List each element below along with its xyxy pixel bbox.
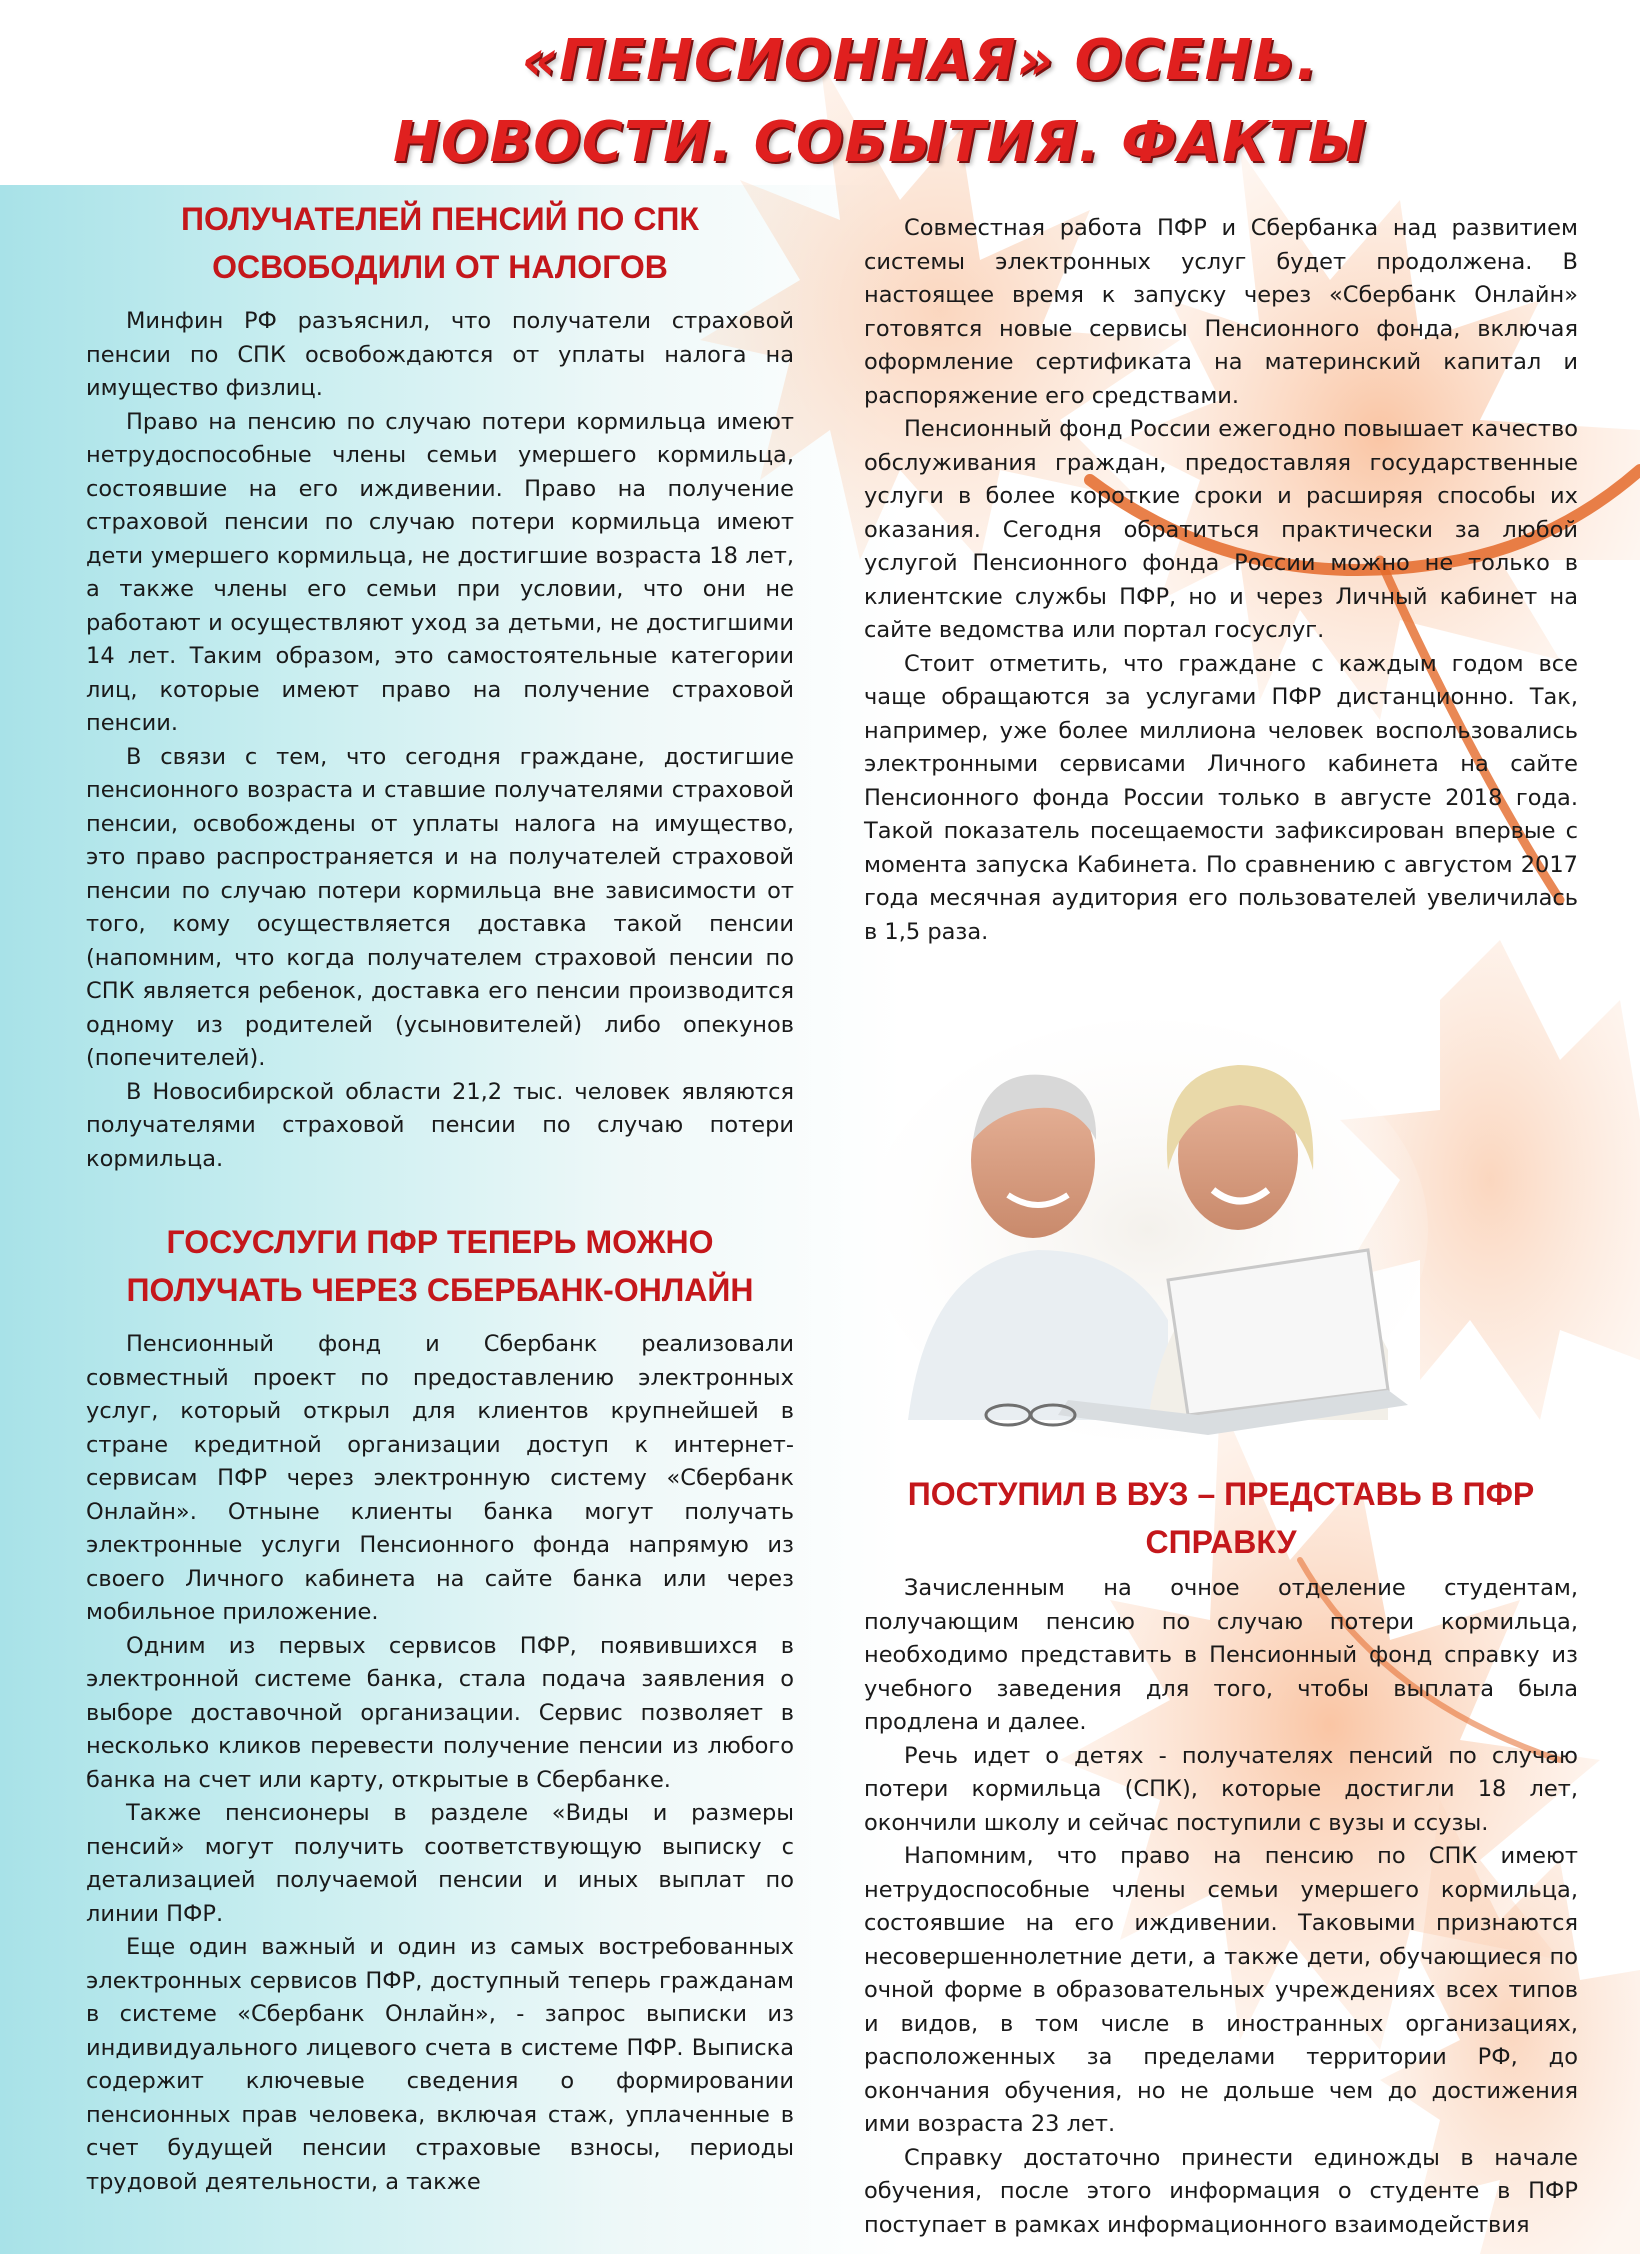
article-title [86, 1218, 794, 1314]
paragraph: В Новосибирской области 21,2 тыс. человек являются получателями страховой пенсии по случаю потери кормильца. [86, 1078, 794, 1172]
paragraph: Напомним, что право на пенсию по СПК имеют нетрудоспособные члены семьи умершего кормильца, состоявшие на его иждивении. Таковыми признаются несовершеннолетние дети, а также дети, обучающиеся по очной форме в образовательных учреждениях всех типов и видов, в том числе в иностранных организациях, расположенных за пределами территории РФ, до окончания обучения, но не дольше чем до достижения ими возраста 23 лет. [864, 1843, 1578, 2137]
paragraph: Минфин РФ разъяснил, что получатели страховой пенсии по СПК освобождаются от уплаты налога на имущество физлиц. [86, 308, 794, 401]
article-title [86, 195, 794, 291]
paragraph: Речь идет о детях - получателях пенсий по случаю потери кормильца (СПК), которые достигли 18 лет, окончили школу и сейчас поступили с вузы и ссузы. [864, 1742, 1578, 1836]
paragraph: Также пенсионеры в разделе «Виды и размеры пенсий» могут получить соответствующую выписку с детализацией получаемой пенсии и иных выплат по линии ПФР. [86, 1800, 794, 1927]
paragraph: Стоит отметить, что граждане с каждым годом все чаще обращаются за услугами ПФР дистанционно. Так, например, уже более миллиона человек воспользовались электронными сервисами Личного кабинета на сайте Пенсионного фонда России только в августе 2018 года. Такой показатель посещаемости зафиксирован впервые с момента запуска Кабинета. По сравнению с августом 2017 года месячная аудитория его пользователей увеличилась в 1,5 раза. [864, 650, 1578, 945]
paragraph: Справку достаточно принести единожды в начале обучения, после этого информация о студенте в ПФР поступает в рамках информационного взаимодействия [864, 2144, 1578, 2238]
paragraph: Зачисленным на очное отделение студентам, получающим пенсию по случаю потери кормильца, необходимо представить в Пенсионный фонд справку из учебного заведения для того, чтобы выплата была продлена и далее. [864, 1575, 1578, 1735]
article-sberbank-online [86, 1218, 794, 2199]
article-vuz-header [864, 1470, 1578, 1566]
left-column [86, 195, 794, 2199]
masthead-line-1: «ПЕНСИОННАЯ» ОСЕНЬ. [521, 28, 1319, 93]
article-title-line: ОСВОБОДИЛИ ОТ НАЛОГОВ [212, 249, 668, 285]
paragraph: Еще один важный и один из самых востребованных электронных сервисов ПФР, доступный теперь гражданам в системе «Сбербанк Онлайн», - запрос выписки из индивидуального лицевого счета в системе ПФР. Выписка содержит ключевые сведения о формировании пенсионных прав человека, включая стаж, уплаченные в счет будущей пенсии страховые взносы, периоды трудовой деятельности, а также [86, 1934, 794, 2195]
right-column-top [864, 212, 1578, 949]
paragraph: Пенсионный фонд и Сбербанк реализовали совместный проект по предоставлению электронных услуг, который открыл для клиентов крупнейшей в стране кредитной организации доступ к интернет-сервисам ПФР через электронную систему «Сбербанк Онлайн». Отныне клиенты банка могут получать электронные услуги Пенсионного фонда напрямую из своего Личного кабинета на сайте банка или через мобильное приложение. [86, 1331, 794, 1625]
masthead-line-2: НОВОСТИ. СОБЫТИЯ. ФАКТЫ [393, 110, 1367, 175]
paragraph: Право на пенсию по случаю потери кормильца имеют нетрудоспособные члены семьи умершего кормильца, состоявшие на его иждивении. Право на получение страховой пенсии по случаю потери кормильца имеют дети умершего кормильца, не достигшие возраста 18 лет, а также члены его семьи при условии, что они не работают и осуществляют уход за детьми, не достигшими 14 лет. Таким образом, это самостоятельные категории лиц, которые имеют право на получение страховой пенсии. [86, 408, 794, 736]
article-title-line: ГОСУСЛУГИ ПФР ТЕПЕРЬ МОЖНО [166, 1224, 714, 1260]
article-title-line: ПОЛУЧАТЕЛЕЙ ПЕНСИЙ ПО СПК [181, 201, 699, 237]
article-title-line: ПОЛУЧАТЬ ЧЕРЕЗ СБЕРБАНК-ОНЛАЙН [126, 1272, 754, 1308]
masthead [0, 20, 1640, 184]
article-spk-taxes [86, 195, 794, 1176]
paragraph: Пенсионный фонд России ежегодно повышает качество обслуживания граждан, предоставляя государственные услуги в более короткие сроки и расширяя способы их оказания. Сегодня обратиться практически за любой услугой Пенсионного фонда России можно не только в клиентские службы ПФР, но и через Личный кабинет на сайте ведомства или портал госуслуг. [864, 416, 1578, 643]
seniors-with-laptop-photo [868, 1020, 1428, 1440]
paragraph: Одним из первых сервисов ПФР, появившихся в электронной системе банка, стала подача заявления о выборе доставочной организации. Сервис позволяет в несколько кликов перевести получение пенсии из любого банка на счет или карту, открытые в Сбербанке. [86, 1632, 794, 1793]
paragraph: В связи с тем, что сегодня граждане, достигшие пенсионного возраста и ставшие получателями страховой пенсии, освобождены от уплаты налога на имущество, это право распространяется и на получателей страховой пенсии по случаю потери кормильца вне зависимости от того, кому осуществляется доставка такой пенсии (напомним, что когда получателем страховой пенсии по СПК является ребенок, доставка его пенсии производится одному из родителей (усыновителей) либо опекунов (попечителей). [86, 743, 794, 1071]
article-title [864, 1470, 1578, 1566]
right-column-bottom [864, 1572, 1578, 2242]
paragraph: Совместная работа ПФР и Сбербанка над развитием системы электронных услуг будет продолжена. В настоящее время к запуску через «Сбербанк Онлайн» готовятся новые сервисы Пенсионного фонда, включая оформление сертификата на материнский капитал и распоряжение его средствами. [864, 215, 1578, 409]
article-title-line: СПРАВКУ [1145, 1524, 1297, 1560]
article-title-line: ПОСТУПИЛ В ВУЗ – ПРЕДСТАВЬ В ПФР [907, 1476, 1535, 1512]
